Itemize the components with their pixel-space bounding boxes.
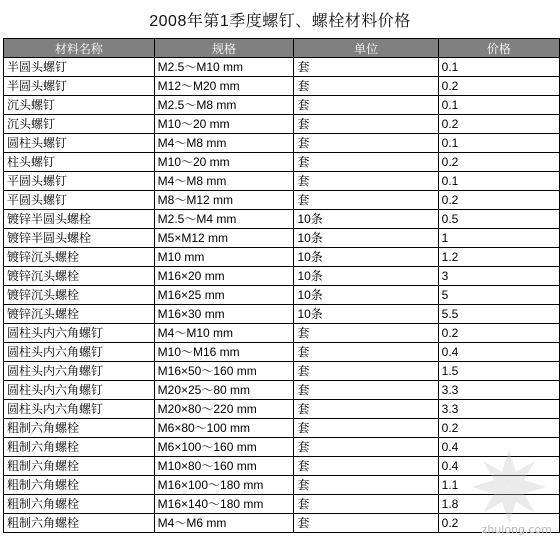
cell-spec[interactable]: M2.5～M4 mm: [154, 210, 294, 229]
cell-spec[interactable]: M16×100～180 mm: [154, 476, 294, 495]
cell-material-name[interactable]: 圆柱头内六角螺钉: [4, 362, 155, 381]
header-price: 价格: [438, 39, 559, 58]
cell-material-name[interactable]: 镀锌沉头螺栓: [4, 267, 155, 286]
cell-spec[interactable]: M10～M16 mm: [154, 343, 294, 362]
cell-price[interactable]: 0.4: [438, 457, 559, 476]
cell-material-name[interactable]: 镀锌沉头螺栓: [4, 305, 155, 324]
cell-unit[interactable]: 套: [294, 172, 438, 191]
cell-unit[interactable]: 套: [294, 457, 438, 476]
page-title: 2008年第1季度螺钉、螺栓材料价格: [149, 12, 411, 30]
header-row: [4, 39, 560, 58]
table-row: [4, 495, 560, 514]
cell-unit[interactable]: 套: [294, 438, 438, 457]
cell-material-name[interactable]: 平圆头螺钉: [4, 191, 155, 210]
table-row: [4, 267, 560, 286]
cell-price[interactable]: 3: [438, 267, 559, 286]
cell-spec[interactable]: M16×25 mm: [154, 286, 294, 305]
cell-unit[interactable]: 10条: [294, 248, 438, 267]
cell-price[interactable]: 1.5: [438, 362, 559, 381]
cell-material-name[interactable]: 半圆头螺钉: [4, 58, 155, 77]
cell-material-name[interactable]: 镀锌半圆头螺栓: [4, 229, 155, 248]
cell-spec[interactable]: M10～20 mm: [154, 153, 294, 172]
table-row: [4, 286, 560, 305]
cell-spec[interactable]: M16×20 mm: [154, 267, 294, 286]
cell-price[interactable]: 5.5: [438, 305, 559, 324]
cell-price[interactable]: 0.4: [438, 438, 559, 457]
cell-unit[interactable]: 10条: [294, 229, 438, 248]
cell-spec[interactable]: M4～M8 mm: [154, 172, 294, 191]
cell-price[interactable]: 0.2: [438, 153, 559, 172]
cell-unit[interactable]: 套: [294, 381, 438, 400]
table-row: [4, 153, 560, 172]
cell-unit[interactable]: 10条: [294, 210, 438, 229]
cell-spec[interactable]: M5×M12 mm: [154, 229, 294, 248]
cell-price[interactable]: 0.2: [438, 514, 559, 533]
table-row: [4, 229, 560, 248]
cell-price[interactable]: 0.2: [438, 77, 559, 96]
header-unit: 单位: [294, 39, 438, 58]
table-row: [4, 96, 560, 115]
cell-material-name[interactable]: 镀锌沉头螺栓: [4, 286, 155, 305]
cell-price[interactable]: 0.1: [438, 134, 559, 153]
cell-unit[interactable]: 套: [294, 77, 438, 96]
cell-material-name[interactable]: 镀锌沉头螺栓: [4, 248, 155, 267]
cell-spec[interactable]: M20×80～220 mm: [154, 400, 294, 419]
cell-unit[interactable]: 套: [294, 362, 438, 381]
cell-material-name[interactable]: 圆柱头内六角螺钉: [4, 381, 155, 400]
cell-unit[interactable]: 套: [294, 400, 438, 419]
table-row: [4, 58, 560, 77]
table-row: [4, 381, 560, 400]
table-row: [4, 191, 560, 210]
cell-material-name[interactable]: 圆柱头内六角螺钉: [4, 400, 155, 419]
cell-unit[interactable]: 套: [294, 153, 438, 172]
cell-material-name[interactable]: 粗制六角螺栓: [4, 495, 155, 514]
cell-spec[interactable]: M8～M12 mm: [154, 191, 294, 210]
table-row: [4, 362, 560, 381]
cell-unit[interactable]: 套: [294, 343, 438, 362]
price-table: [3, 38, 560, 533]
cell-material-name[interactable]: 沉头螺钉: [4, 96, 155, 115]
cell-spec[interactable]: M10 mm: [154, 248, 294, 267]
cell-material-name[interactable]: 柱头螺钉: [4, 153, 155, 172]
cell-price[interactable]: 3.3: [438, 400, 559, 419]
table-row: [4, 134, 560, 153]
cell-price[interactable]: 0.5: [438, 210, 559, 229]
cell-price[interactable]: 0.1: [438, 172, 559, 191]
table-row: [4, 305, 560, 324]
cell-unit[interactable]: 套: [294, 476, 438, 495]
cell-unit[interactable]: 10条: [294, 267, 438, 286]
table-row: [4, 77, 560, 96]
cell-spec[interactable]: M4～M8 mm: [154, 134, 294, 153]
cell-price[interactable]: 1: [438, 229, 559, 248]
table-row: [4, 210, 560, 229]
cell-unit[interactable]: 套: [294, 495, 438, 514]
cell-unit[interactable]: 10条: [294, 286, 438, 305]
cell-material-name[interactable]: 粗制六角螺栓: [4, 476, 155, 495]
cell-spec[interactable]: M12～M20 mm: [154, 77, 294, 96]
cell-unit[interactable]: 套: [294, 324, 438, 343]
table-row: [4, 438, 560, 457]
cell-price[interactable]: 1.2: [438, 248, 559, 267]
header-material-name: 材料名称: [4, 39, 155, 58]
cell-material-name[interactable]: 平圆头螺钉: [4, 172, 155, 191]
cell-price[interactable]: 0.2: [438, 115, 559, 134]
cell-spec[interactable]: M20×25～80 mm: [154, 381, 294, 400]
cell-unit[interactable]: 套: [294, 58, 438, 77]
cell-unit[interactable]: 10条: [294, 305, 438, 324]
cell-spec[interactable]: M16×140～180 mm: [154, 495, 294, 514]
table-body: [4, 58, 560, 533]
cell-price[interactable]: 0.2: [438, 191, 559, 210]
table-row: [4, 343, 560, 362]
table-row: [4, 400, 560, 419]
cell-spec[interactable]: M2.5～M8 mm: [154, 96, 294, 115]
cell-material-name[interactable]: 圆柱头内六角螺钉: [4, 343, 155, 362]
cell-spec[interactable]: M2.5～M10 mm: [154, 58, 294, 77]
cell-unit[interactable]: 套: [294, 115, 438, 134]
cell-material-name[interactable]: 半圆头螺钉: [4, 77, 155, 96]
cell-spec[interactable]: M4～M6 mm: [154, 514, 294, 533]
cell-unit[interactable]: 套: [294, 191, 438, 210]
table-row: [4, 457, 560, 476]
cell-material-name[interactable]: 粗制六角螺栓: [4, 419, 155, 438]
cell-spec[interactable]: M10～20 mm: [154, 115, 294, 134]
cell-price[interactable]: 0.1: [438, 58, 559, 77]
cell-material-name[interactable]: 粗制六角螺栓: [4, 514, 155, 533]
table-row: [4, 514, 560, 533]
cell-unit[interactable]: 套: [294, 419, 438, 438]
cell-price[interactable]: 3.3: [438, 381, 559, 400]
table-row: [4, 115, 560, 134]
cell-material-name[interactable]: 粗制六角螺栓: [4, 457, 155, 476]
cell-spec[interactable]: M10×80～160 mm: [154, 457, 294, 476]
cell-material-name[interactable]: 圆柱头螺钉: [4, 134, 155, 153]
cell-spec[interactable]: M16×50～160 mm: [154, 362, 294, 381]
cell-material-name[interactable]: 镀锌半圆头螺栓: [4, 210, 155, 229]
cell-price[interactable]: 1.1: [438, 476, 559, 495]
cell-material-name[interactable]: 粗制六角螺栓: [4, 438, 155, 457]
cell-spec[interactable]: M16×30 mm: [154, 305, 294, 324]
watermark-text: zhulong.com: [481, 523, 552, 536]
header-spec: 规格: [154, 39, 294, 58]
cell-price[interactable]: 0.1: [438, 96, 559, 115]
table-row: [4, 172, 560, 191]
cell-price[interactable]: 1.8: [438, 495, 559, 514]
table-row: [4, 248, 560, 267]
table-row: [4, 324, 560, 343]
cell-price[interactable]: 0.2: [438, 324, 559, 343]
cell-price[interactable]: 0.4: [438, 343, 559, 362]
cell-material-name[interactable]: 沉头螺钉: [4, 115, 155, 134]
cell-price[interactable]: 5: [438, 286, 559, 305]
cell-material-name[interactable]: 圆柱头内六角螺钉: [4, 324, 155, 343]
table-row: [4, 476, 560, 495]
cell-spec[interactable]: M6×80～100 mm: [154, 419, 294, 438]
cell-spec[interactable]: M4～M10 mm: [154, 324, 294, 343]
table-row: [4, 419, 560, 438]
cell-unit[interactable]: 套: [294, 96, 438, 115]
cell-price[interactable]: 0.2: [438, 419, 559, 438]
cell-unit[interactable]: 套: [294, 134, 438, 153]
cell-spec[interactable]: M6×100～160 mm: [154, 438, 294, 457]
cell-unit[interactable]: 套: [294, 514, 438, 533]
